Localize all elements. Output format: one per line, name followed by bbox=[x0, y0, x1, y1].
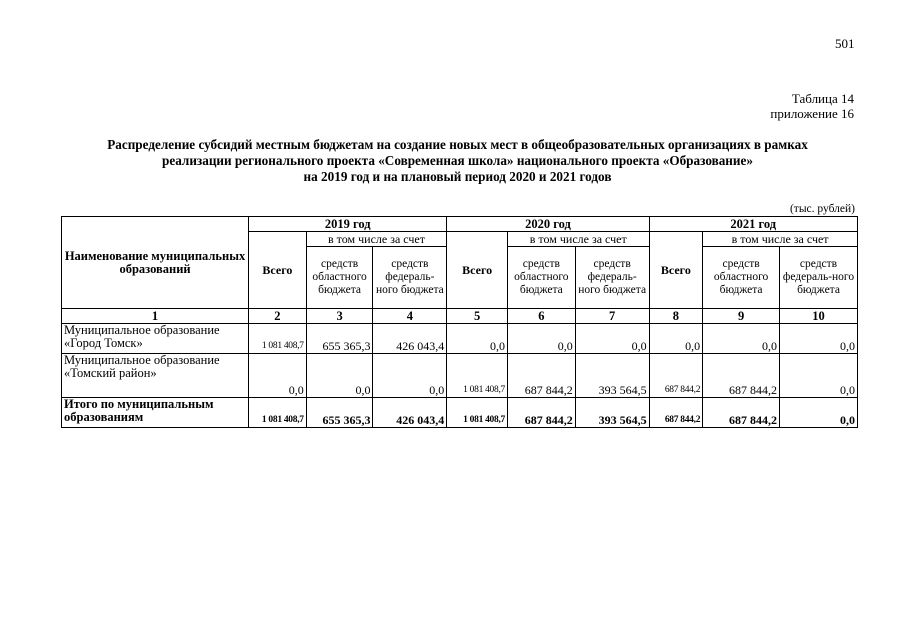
total-cell-value: 687 844,2 bbox=[507, 398, 575, 428]
total-cell-value: 426 043,4 bbox=[373, 398, 447, 428]
cell-value: 0,0 bbox=[373, 354, 447, 398]
header-regional-2021: средств областного бюджета bbox=[703, 247, 780, 309]
total-cell-value: 1 081 408,7 bbox=[249, 398, 307, 428]
cell-value: 1 081 408,7 bbox=[447, 354, 508, 398]
title-line-2: реализации регионального проекта «Современная школа» национального проекта «Образование» bbox=[162, 153, 753, 168]
cell-value: 0,0 bbox=[306, 354, 373, 398]
units-label: (тыс. рублей) bbox=[789, 203, 855, 215]
total-cell-value: 1 081 408,7 bbox=[447, 398, 508, 428]
header-total-2019: Всего bbox=[249, 232, 307, 309]
header-total-2021: Всего bbox=[649, 232, 703, 309]
cell-value: 0,0 bbox=[249, 354, 307, 398]
total-cell-value: 393 564,5 bbox=[575, 398, 649, 428]
total-cell-value: 0,0 bbox=[780, 398, 858, 428]
total-cell-value: 687 844,2 bbox=[649, 398, 703, 428]
total-row-name: Итого по муниципальным образованиям bbox=[62, 398, 249, 428]
column-number: 9 bbox=[703, 309, 780, 324]
cell-value: 0,0 bbox=[780, 324, 858, 354]
table-row bbox=[62, 354, 858, 398]
header-federal-2021: средств федераль-ного бюджета bbox=[780, 247, 858, 309]
column-number: 5 bbox=[447, 309, 508, 324]
column-number: 4 bbox=[373, 309, 447, 324]
table-label: Таблица 14 bbox=[791, 91, 854, 106]
column-number: 6 bbox=[507, 309, 575, 324]
header-federal-2019: средств федераль-ного бюджета bbox=[373, 247, 447, 309]
cell-value: 655 365,3 bbox=[306, 324, 373, 354]
column-number: 2 bbox=[249, 309, 307, 324]
header-year-2019: 2019 год bbox=[249, 217, 447, 232]
header-incl-2021: в том числе за счет bbox=[703, 232, 858, 247]
header-incl-2019: в том числе за счет bbox=[306, 232, 447, 247]
header-total-2020: Всего bbox=[447, 232, 508, 309]
row-name: Муниципальное образование «Город Томск» bbox=[62, 324, 249, 354]
row-name: Муниципальное образование «Томский район» bbox=[62, 354, 249, 398]
column-number: 3 bbox=[306, 309, 373, 324]
appendix-label: приложение 16 bbox=[770, 106, 854, 121]
total-cell-value: 655 365,3 bbox=[306, 398, 373, 428]
title-line-1: Распределение субсидий местным бюджетам на создание новых мест в общеобразовательных организациях в рамках bbox=[107, 137, 808, 152]
header-regional-2019: средств областного бюджета bbox=[306, 247, 373, 309]
document-title bbox=[60, 137, 855, 185]
header-name-column: Наименование муниципальных образований bbox=[62, 217, 249, 309]
header-year-2021: 2021 год bbox=[649, 217, 857, 232]
cell-value: 0,0 bbox=[780, 354, 858, 398]
column-number: 10 bbox=[780, 309, 858, 324]
subsidy-table bbox=[61, 216, 858, 428]
column-number-row bbox=[62, 309, 858, 324]
cell-value: 687 844,2 bbox=[649, 354, 703, 398]
header-incl-2020: в том числе за счет bbox=[507, 232, 649, 247]
cell-value: 0,0 bbox=[507, 324, 575, 354]
total-cell-value: 687 844,2 bbox=[703, 398, 780, 428]
column-number: 7 bbox=[575, 309, 649, 324]
cell-value: 0,0 bbox=[703, 324, 780, 354]
cell-value: 426 043,4 bbox=[373, 324, 447, 354]
title-line-3: на 2019 год и на плановый период 2020 и 2021 годов bbox=[303, 169, 612, 184]
table-reference bbox=[770, 91, 854, 121]
cell-value: 687 844,2 bbox=[703, 354, 780, 398]
header-regional-2020: средств областного бюджета bbox=[507, 247, 575, 309]
total-row bbox=[62, 398, 858, 428]
cell-value: 0,0 bbox=[649, 324, 703, 354]
column-number: 1 bbox=[62, 309, 249, 324]
cell-value: 0,0 bbox=[575, 324, 649, 354]
cell-value: 393 564,5 bbox=[575, 354, 649, 398]
header-federal-2020: средств федераль-ного бюджета bbox=[575, 247, 649, 309]
page-number: 501 bbox=[835, 36, 855, 51]
cell-value: 1 081 408,7 bbox=[249, 324, 307, 354]
cell-value: 687 844,2 bbox=[507, 354, 575, 398]
cell-value: 0,0 bbox=[447, 324, 508, 354]
column-number: 8 bbox=[649, 309, 703, 324]
header-year-2020: 2020 год bbox=[447, 217, 649, 232]
table-row bbox=[62, 324, 858, 354]
